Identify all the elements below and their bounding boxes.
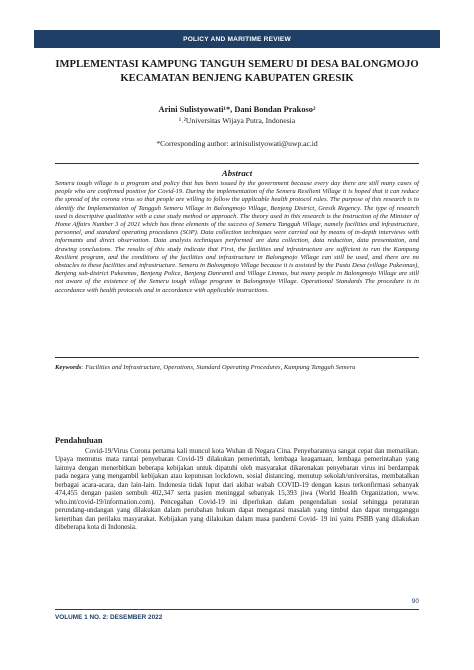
paper-title — [40, 58, 434, 86]
page-number: 90 — [411, 598, 419, 605]
section-body: Covid-19/Virus Corona pertama kali muncul kota Wuhan di Negara Cina. Penyebarannya sangat cepat dan mematikan. Upaya memutus mata rantai penyebaran Covid-19 dilakukan pemerintah, lembaga keagamaan, lembaga pemerintahan yang lainnya dengan menerbitkan beberapa kebijakan untuk dipatuhi oleh masyarakat dikarenakan penyebaran virus ini berdampak pada negara yang mengambil kebijakan atau keputusan lockdown, sosial distancing, menutup sekolah/universitas, membatalkan berbagai acara-acara, dan lain-lain. Indonesia tidak luput dari akibat wabah COVID-19 dengan kasus terkonfirmasi sebanyak 474,455 dengan pasien sembuh 402,347 serta pasien meninggal sebanyak 15,393 jiwa (World Health Organization, www. who.int/covid-19/information.com). Pencegahan Covid-19 ini diperlukan dalam pengendalian sosial sehingga peraturan perundang-undangan yang dilakukan dalam perubahan hukum dapat mengatasi masalah yang timbul dan dapat mengganggu ketertiban dan perilaku masyarakat. Kebijakan yang dilakukan dalam masa pandemi Covid- 19 ini yaitu PSBB yang dilakukan dibeberapa kota di Indonesia. — [55, 447, 419, 532]
abstract-top-rule — [55, 163, 419, 164]
section-heading: Pendahuluan — [55, 436, 103, 445]
keywords-label: Keywords — [55, 364, 82, 371]
keywords-text: : Facilities and Infrastructure, Operations, Standard Operating Procedures, Kampung Tangguh Semeru — [81, 364, 356, 371]
paper-title-line-2: KECAMATAN BENJENG KABUPATEN GRESIK — [120, 73, 354, 84]
corresponding-author: *Corresponding author: arinisulistyowati@uwp.ac.id — [156, 139, 318, 148]
paper-title-line-1: IMPLEMENTASI KAMPUNG TANGUH SEMERU DI DESA BALONGMOJO — [55, 59, 419, 70]
abstract-body: Semeru tough village is a program and policy that has been issued by the government because every day there are still many cases of people who are confirmed positive for Covid-19. During the implementation of the Semeru Resilient Village it is hoped that it can reduce the spread of the corona virus so that people are willing to follow the applicable health protocol rules. The purpose of this research is to identify the Implementation of Tangguh Semeru Village in Balongmojo Village, Benjeng District, Gresik Regency. The type of research used is descriptive qualitative with a case study method or approach. The theory used in this research is the Instruction of the Minister of Home Affairs Number 3 of 2021 which has three elements of the success of Semeru Tangguh Village, namely facilities and infrastructure, personnel, and standard operating procedures (SOP). Data collection techniques were carried out by means of in-depth interviews with informants and direct observation. Data analysis techniques performed are data collection, data reduction, data presentation, and drawing conclusions. The results of this study indicate that First, the facilities and infrastructure are sufficient to run the Kampung Resilient program, and the conditions of the facilities and infrastructure in Balongmojo Village can still be used, and there are no obstacles to these facilities and infrastructure. Semeru in Balongmojo Village because it is assisted by the Pustu Desa (village Pukesmas), Benjeng sub-district Pukesmas, Benjeng Police, Benjeng Danramil and Village Linmas, but many people in Balongmojo Village are still not aware of the existence of the Semeru tough village program in Balongmojo Village. Operational Standards The procedure is in accordance with health protocols and in accordance with applicable instructions. — [55, 180, 419, 294]
footer-rule — [55, 609, 419, 610]
author-affiliation: ¹˒²Universitas Wijaya Putra, Indonesia — [178, 116, 296, 125]
author-list: Arini Sulistyowati¹*, Dani Bondan Prakoso² — [158, 105, 316, 114]
abstract-bottom-rule — [55, 357, 419, 358]
volume-label: VOLUME 1 NO. 2: DESEMBER 2022 — [55, 614, 163, 621]
journal-header — [0, 0, 474, 50]
keywords — [55, 364, 419, 372]
abstract-heading: Abstract — [221, 168, 253, 178]
journal-name-banner: POLICY AND MARITIME REVIEW — [34, 30, 440, 48]
